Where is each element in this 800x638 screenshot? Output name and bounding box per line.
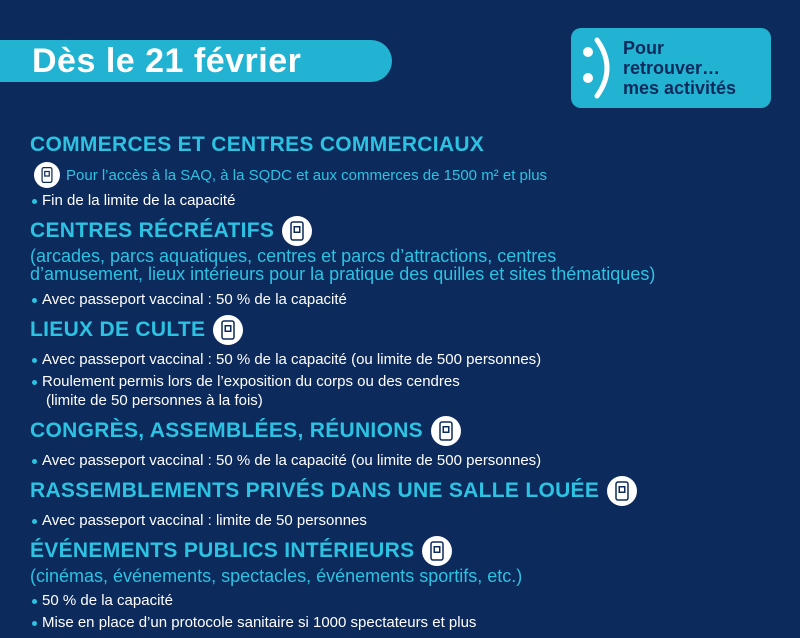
section-heading: LIEUX DE CULTE — [30, 318, 206, 341]
page-title: Dès le 21 février — [32, 42, 302, 80]
section-heading: CENTRES RÉCRÉATIFS — [30, 219, 275, 242]
badge-line-1: Pour — [623, 38, 665, 58]
vaccine-passport-qr-icon — [607, 476, 637, 506]
section-lieux-de-culte — [30, 313, 790, 410]
list-item-text: Roulement permis lors de l’exposition du corps ou des cendres — [42, 373, 460, 390]
section-heading: COMMERCES ET CENTRES COMMERCIAUX — [30, 133, 485, 156]
list-item-continuation: (limite de 50 personnes à la fois) — [46, 392, 263, 409]
smiley-icon — [579, 34, 619, 102]
section-subtitle: d’amusement, lieux intérieurs pour la pratique des quilles et sites thématiques) — [30, 264, 656, 284]
activities-badge[interactable] — [571, 28, 771, 108]
list-item: Avec passeport vaccinal : 50 % de la capacité (ou limite de 500 personnes) — [30, 451, 790, 470]
section-congres — [30, 414, 790, 470]
vaccine-passport-qr-icon — [213, 315, 243, 345]
badge-text — [623, 38, 736, 98]
badge-line-2: retrouver… — [623, 58, 721, 78]
badge-line-3: mes activités — [623, 78, 737, 98]
list-item: Avec passeport vaccinal : limite de 50 personnes — [30, 511, 790, 530]
section-subtitle: (arcades, parcs aquatiques, centres et parcs d’attractions, centres — [30, 246, 557, 266]
section-heading: CONGRÈS, ASSEMBLÉES, RÉUNIONS — [30, 419, 423, 442]
section-heading: RASSEMBLEMENTS PRIVÉS DANS UNE SALLE LOUÉE — [30, 479, 600, 502]
list-item: Mise en place d’un protocole sanitaire si 1000 spectateurs et plus — [30, 613, 790, 632]
section-subtitle: (cinémas, événements, spectacles, événements sportifs, etc.) — [30, 566, 523, 586]
vaccine-passport-qr-icon — [282, 216, 312, 246]
section-heading: ÉVÉNEMENTS PUBLICS INTÉRIEURS — [30, 539, 415, 562]
list-item: Fin de la limite de la capacité — [30, 191, 790, 210]
section-rassemblements — [30, 474, 790, 530]
vaccine-passport-qr-icon — [422, 536, 452, 566]
list-item: Avec passeport vaccinal : 50 % de la capacité — [30, 290, 790, 309]
vaccine-passport-qr-icon — [34, 162, 60, 188]
section-evenements — [30, 534, 790, 632]
list-item — [30, 372, 790, 410]
section-centres-recreatifs — [30, 214, 790, 309]
rules-list — [30, 128, 790, 636]
vaccine-passport-qr-icon — [431, 416, 461, 446]
section-commerces — [30, 128, 790, 210]
title-banner — [0, 40, 392, 82]
list-item: 50 % de la capacité — [30, 591, 790, 610]
section-note: Pour l’accès à la SAQ, à la SQDC et aux commerces de 1500 m² et plus — [66, 166, 548, 184]
list-item: Avec passeport vaccinal : 50 % de la capacité (ou limite de 500 personnes) — [30, 350, 790, 369]
